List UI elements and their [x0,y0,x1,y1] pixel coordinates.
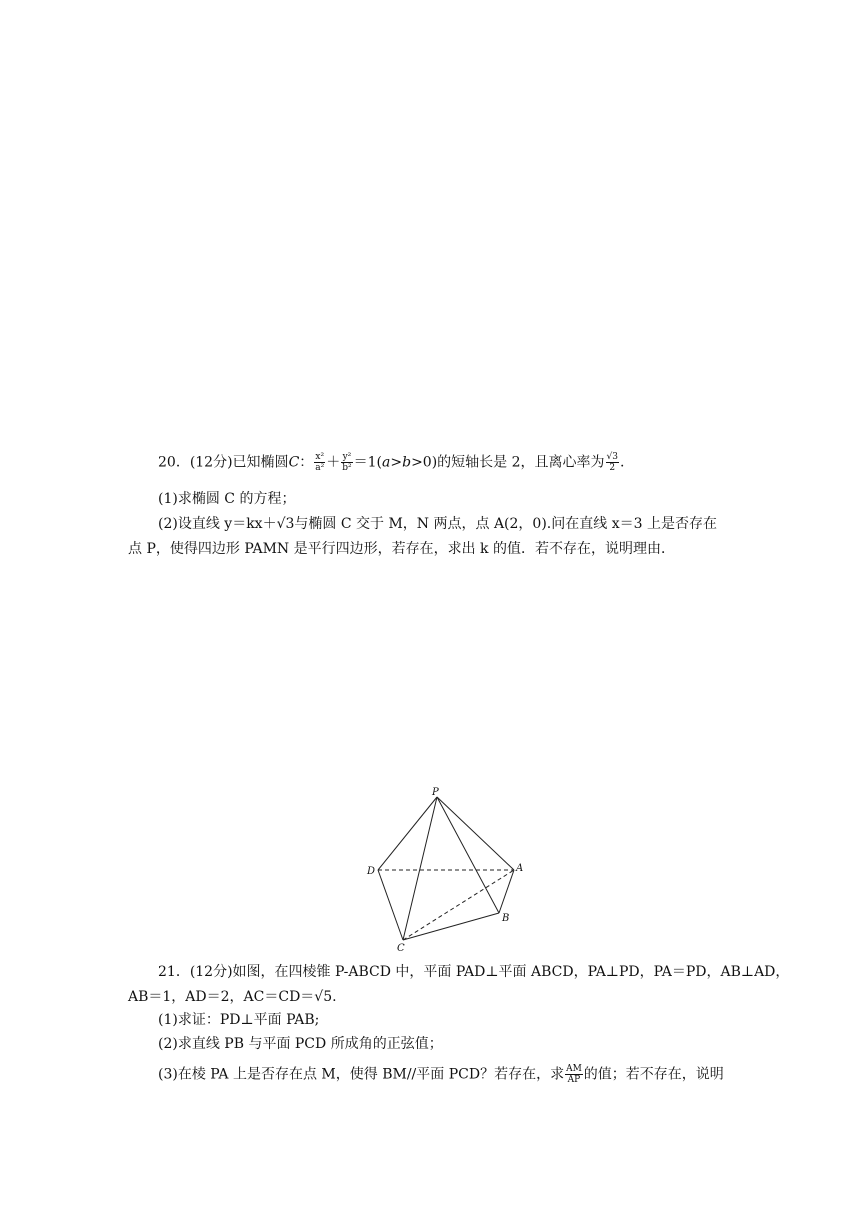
period: . [620,454,625,471]
problem-20-part-2-line-2: 点 P，使得四边形 PAMN 是平行四边形，若存在，求出 k 的值．若不存在，说明理由． [128,541,675,557]
fraction-denominator: a² [315,463,325,473]
edge-CB [403,913,499,940]
condition-text: >0)的短轴长是 2，且离心率为 [411,454,605,471]
ratio-am-ap [565,1064,583,1085]
fraction-denominator: AP [567,1075,581,1085]
var-a: a [382,454,391,471]
var-b: b [402,454,412,471]
problem-20-part-2-line-1: (2)设直线 y＝kx＋√3与椭圆 C 交于 M，N 两点，点 A(2，0).问在直线 x＝3 上是否存在 [158,516,717,532]
problem-21-statement-line-2: AB＝1，AD＝2，AC＝CD＝√5. [128,989,337,1005]
fraction-numerator: √3 [606,452,619,462]
vertex-label-D: D [367,866,376,877]
problem-21-statement-line-1: 21．(12分)如图，在四棱锥 P-ABCD 中，平面 PAD⊥平面 ABCD，PA⊥PD，PA＝PD，AB⊥AD， [158,964,790,980]
fraction-denominator: 2 [609,463,616,473]
vertex-label-B: B [502,913,510,924]
problem-21-part-1: (1)求证：PD⊥平面 PAB; [158,1012,320,1028]
part-3-text-after: 的值；若不存在，说明 [583,1066,724,1083]
plus-sign: ＋ [326,454,341,471]
vertex-label-A: A [516,863,524,874]
edge-CA-hidden [403,870,514,940]
fraction-numerator: AM [566,1064,582,1074]
vertex-label-C: C [397,943,405,954]
vertex-label-P: P [432,787,439,798]
edge-PA [437,797,514,870]
part-3-text-before: (3)在棱 PA 上是否存在点 M，使得 BM//平面 PCD？若存在，求 [158,1066,565,1083]
equation-tail: ＝1( [353,454,383,471]
edge-BA [499,870,514,913]
edge-DC [378,870,403,940]
fraction-denominator: b² [342,463,352,473]
ellipse-name: C [288,454,300,471]
fraction-numerator: x² [315,452,325,462]
problem-21-part-2: (2)求直线 PB 与平面 PCD 所成角的正弦值； [158,1036,443,1052]
problem-20-part-1: (1)求椭圆 C 的方程； [158,491,296,507]
fraction-numerator: y² [342,452,352,462]
edge-PB [437,797,499,913]
colon: ： [299,454,314,471]
greater-than: > [390,454,403,471]
problem-20-intro: 20．(12分)已知椭圆 [158,454,289,471]
problem-21-part-3 [158,1064,724,1085]
